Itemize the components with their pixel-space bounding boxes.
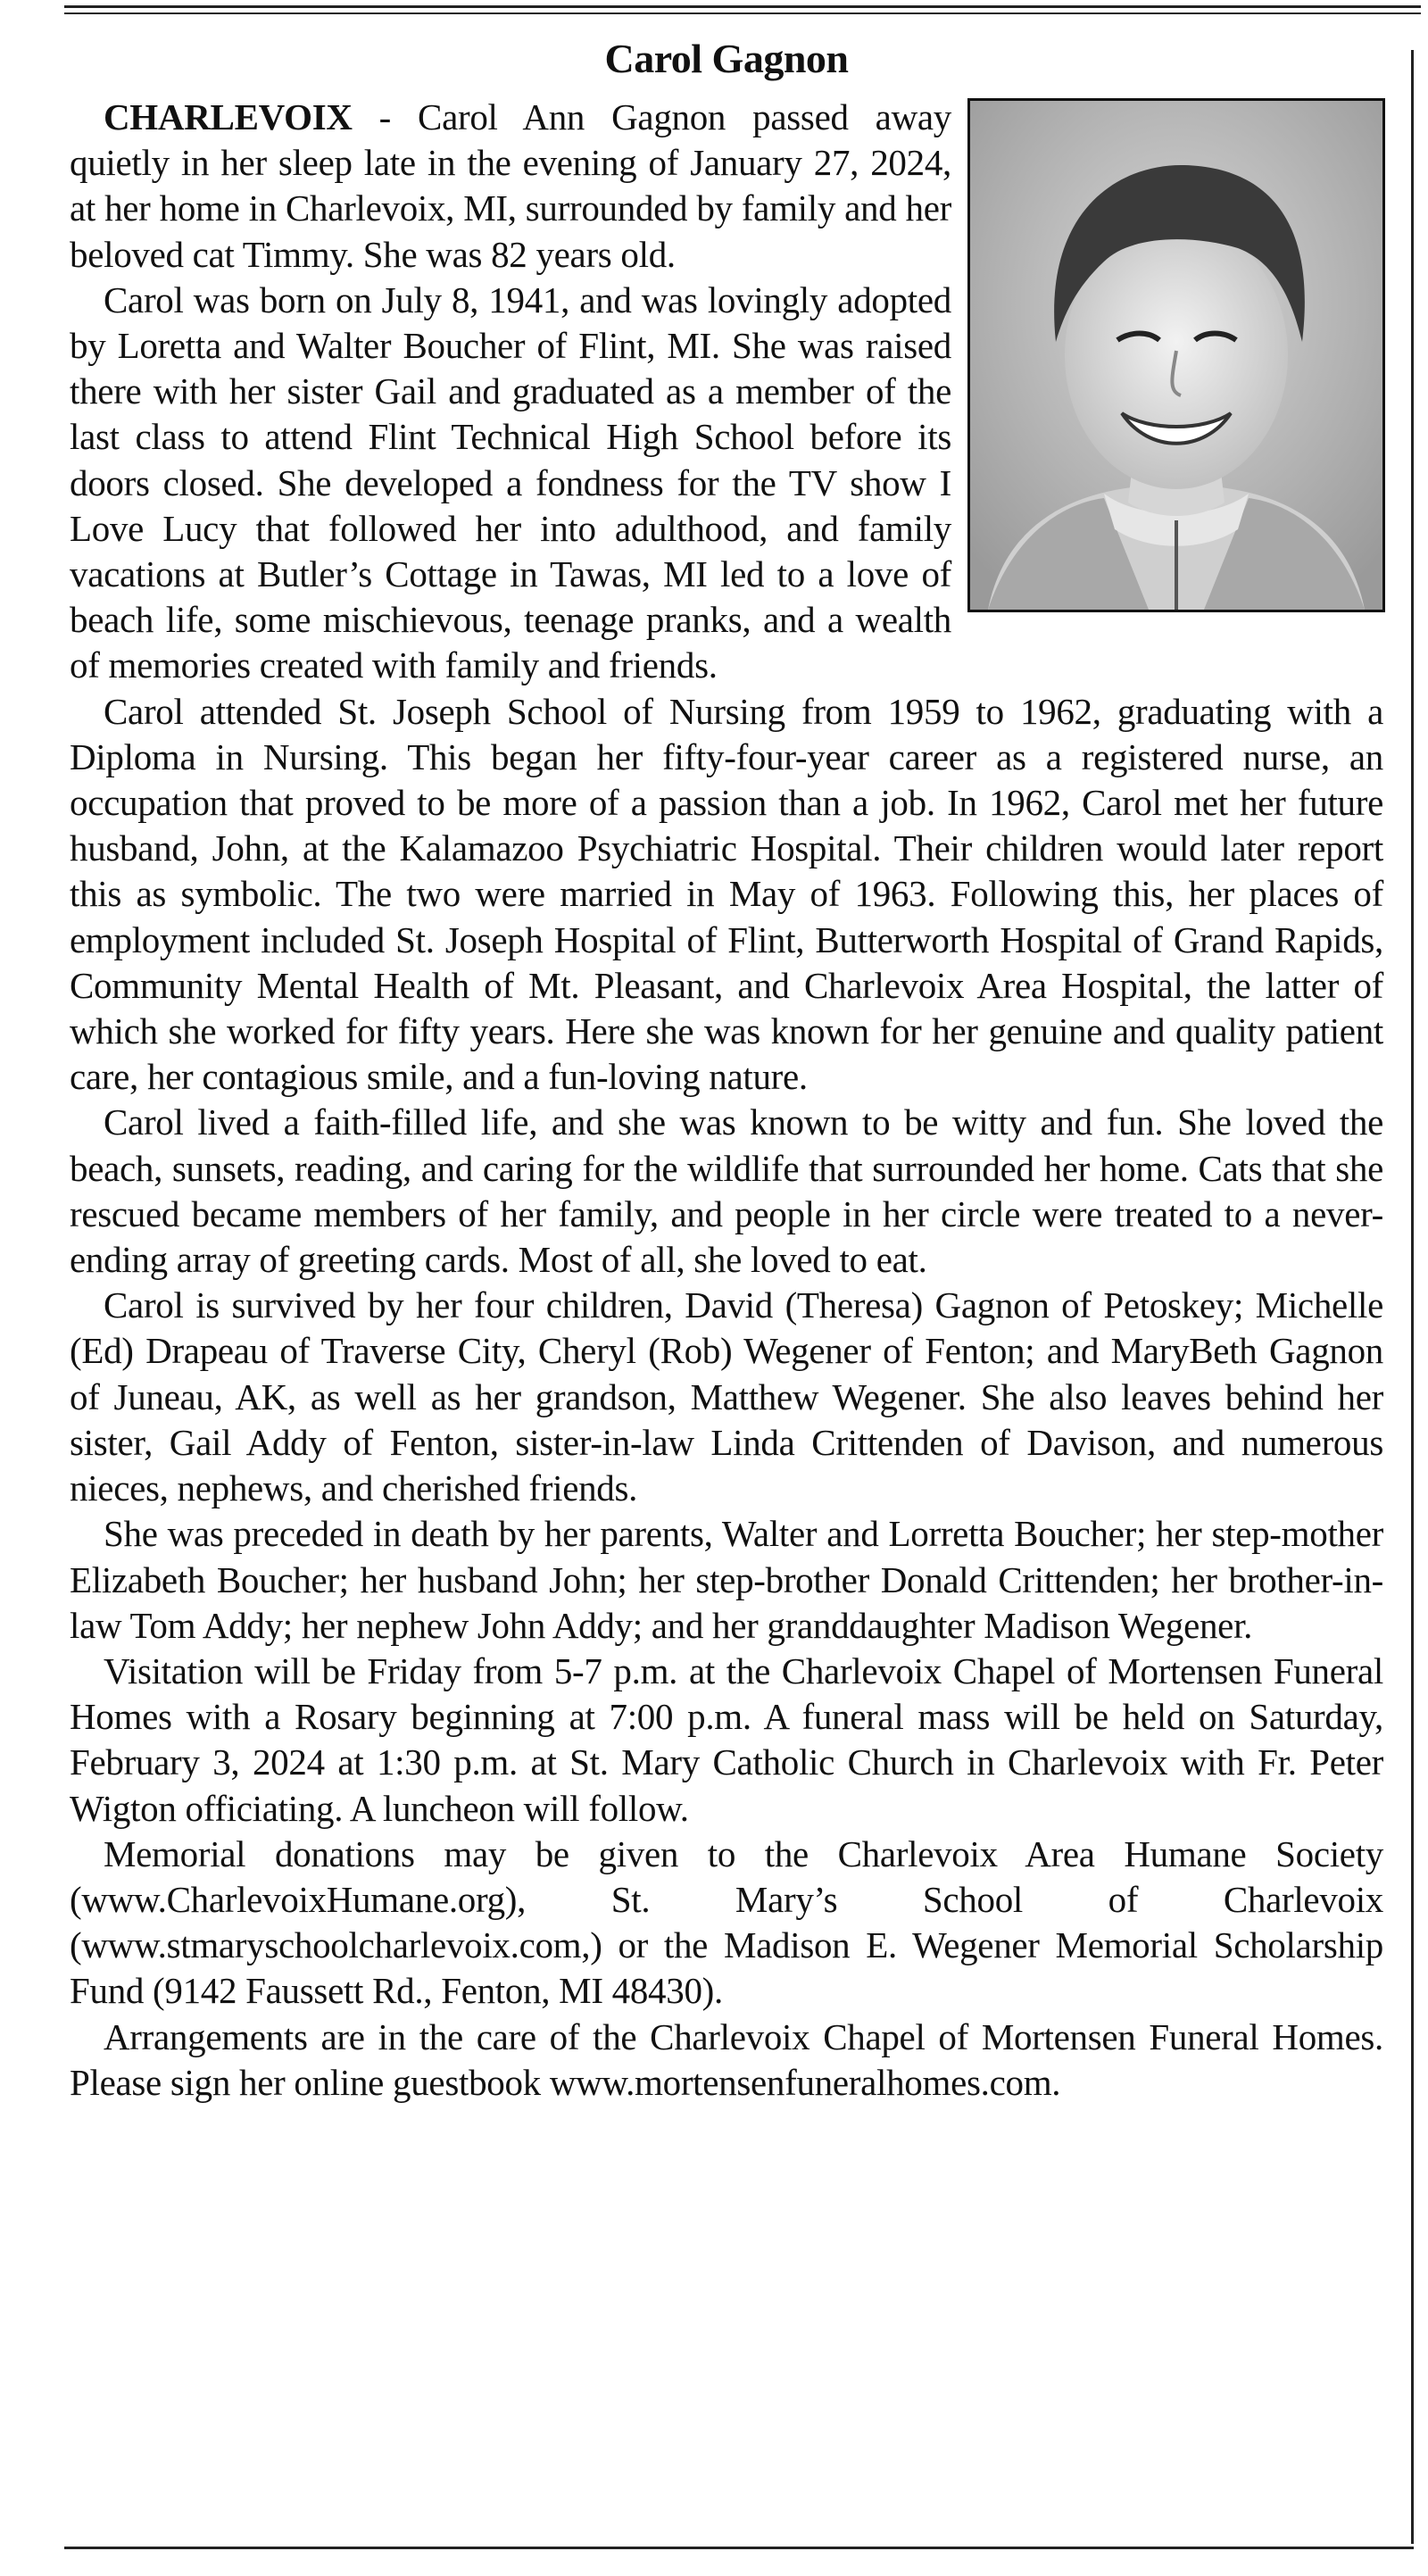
paragraph-6: She was preceded in death by her parents, Walter and Lorretta Boucher; her step-mother Elizabeth Boucher; her husband John; her step-brother Donald Crittenden; her brother-in-law Tom Addy; her nephew John Addy; and her granddaughter Madison Wegener.	[70, 1513, 1383, 1646]
dateline: CHARLEVOIX	[104, 96, 353, 137]
paragraph-3: Carol attended St. Joseph School of Nursing from 1959 to 1962, graduating with a Diploma in Nursing. This began her fifty-four-year career as a registered nurse, an occupation that proved to be more of a passion than a job. In 1962, Carol met her future husband, John, at the Kalamazoo Psychiatric Hospital. Their children would later report this as symbolic. The two were married in May of 1963. Following this, her places of employment included St. Joseph Hospital of Flint, Butterworth Hospital of Grand Rapids, Community Mental Health of Mt. Pleasant, and Charlevoix Area Hospital, the latter of which she worked for fifty years. Here she was known for her genuine and quality patient care, her contagious smile, and a fun-loving nature.	[70, 690, 1383, 1098]
top-rule	[64, 5, 1421, 8]
paragraph-8: Memorial donations may be given to the Charlevoix Area Humane Society (www.CharlevoixHumane.org), St. Mary’s School of Charlevoix (www.stmaryschoolcharlevoix.com,) or the Madison E. Wegener Memorial Scholarship Fund (9142 Faussett Rd., Fenton, MI 48430).	[70, 1832, 1383, 2012]
portrait-photo	[967, 98, 1385, 612]
paragraph-9: Arrangements are in the care of the Charlevoix Chapel of Mortensen Funeral Homes. Please sign her online guestbook www.mortensenfuneralhomes.com.	[70, 2015, 1383, 2103]
paragraph-7: Visitation will be Friday from 5-7 p.m. at the Charlevoix Chapel of Mortensen Funeral Homes with a Rosary beginning at 7:00 p.m. A funeral mass will be held on Saturday, February 3, 2024 at 1:30 p.m. at St. Mary Catholic Church in Charlevoix with Fr. Peter Wigton officiating. A luncheon will follow.	[70, 1649, 1383, 1829]
portrait-image	[970, 101, 1382, 610]
paragraph-4: Carol lived a faith-filled life, and she was known to be witty and fun. She loved the beach, sunsets, reading, and caring for the wildlife that surrounded her home. Cats that she rescued became members of her family, and people in her circle were treated to a never-ending array of greeting cards. Most of all, she loved to eat.	[70, 1101, 1383, 1281]
paragraph-5: Carol is survived by her four children, David (Theresa) Gagnon of Petoskey; Michelle (Ed) Drapeau of Traverse City, Cheryl (Rob) Wegener of Fenton; and MaryBeth Gagnon of Juneau, AK, as well as her grandson, Matthew Wegener. She also leaves behind her sister, Gail Addy of Fenton, sister-in-law Linda Crittenden of Davison, and numerous nieces, nephews, and cherished friends.	[70, 1284, 1383, 1509]
paragraph-1-text: - Carol Ann Gagnon passed away quietly in her sleep late in the evening of January 27, 2024, at her home in Charlevoix, MI, surrounded by family and her beloved cat Timmy. She was 82 years old.	[70, 96, 951, 275]
right-column-rule	[1411, 50, 1414, 2544]
obituary-column	[70, 29, 1383, 2106]
obituary-title: Carol Gagnon	[604, 36, 849, 81]
top-rule-thin	[64, 12, 1421, 14]
bottom-rule	[64, 2547, 1414, 2549]
paragraph-2: Carol was born on July 8, 1941, and was lovingly adopted by Loretta and Walter Boucher of Flint, MI. She was raised there with her sister Gail and graduated as a member of the last class to attend Flint Technical High School before its doors closed. She developed a fondness for the TV show I Love Lucy that followed her into adulthood, and family vacations at Butler’s Cottage in Tawas, MI led to a love of beach life, some mischievous, teenage pranks, and a wealth of memories created with family and friends.	[70, 278, 951, 686]
